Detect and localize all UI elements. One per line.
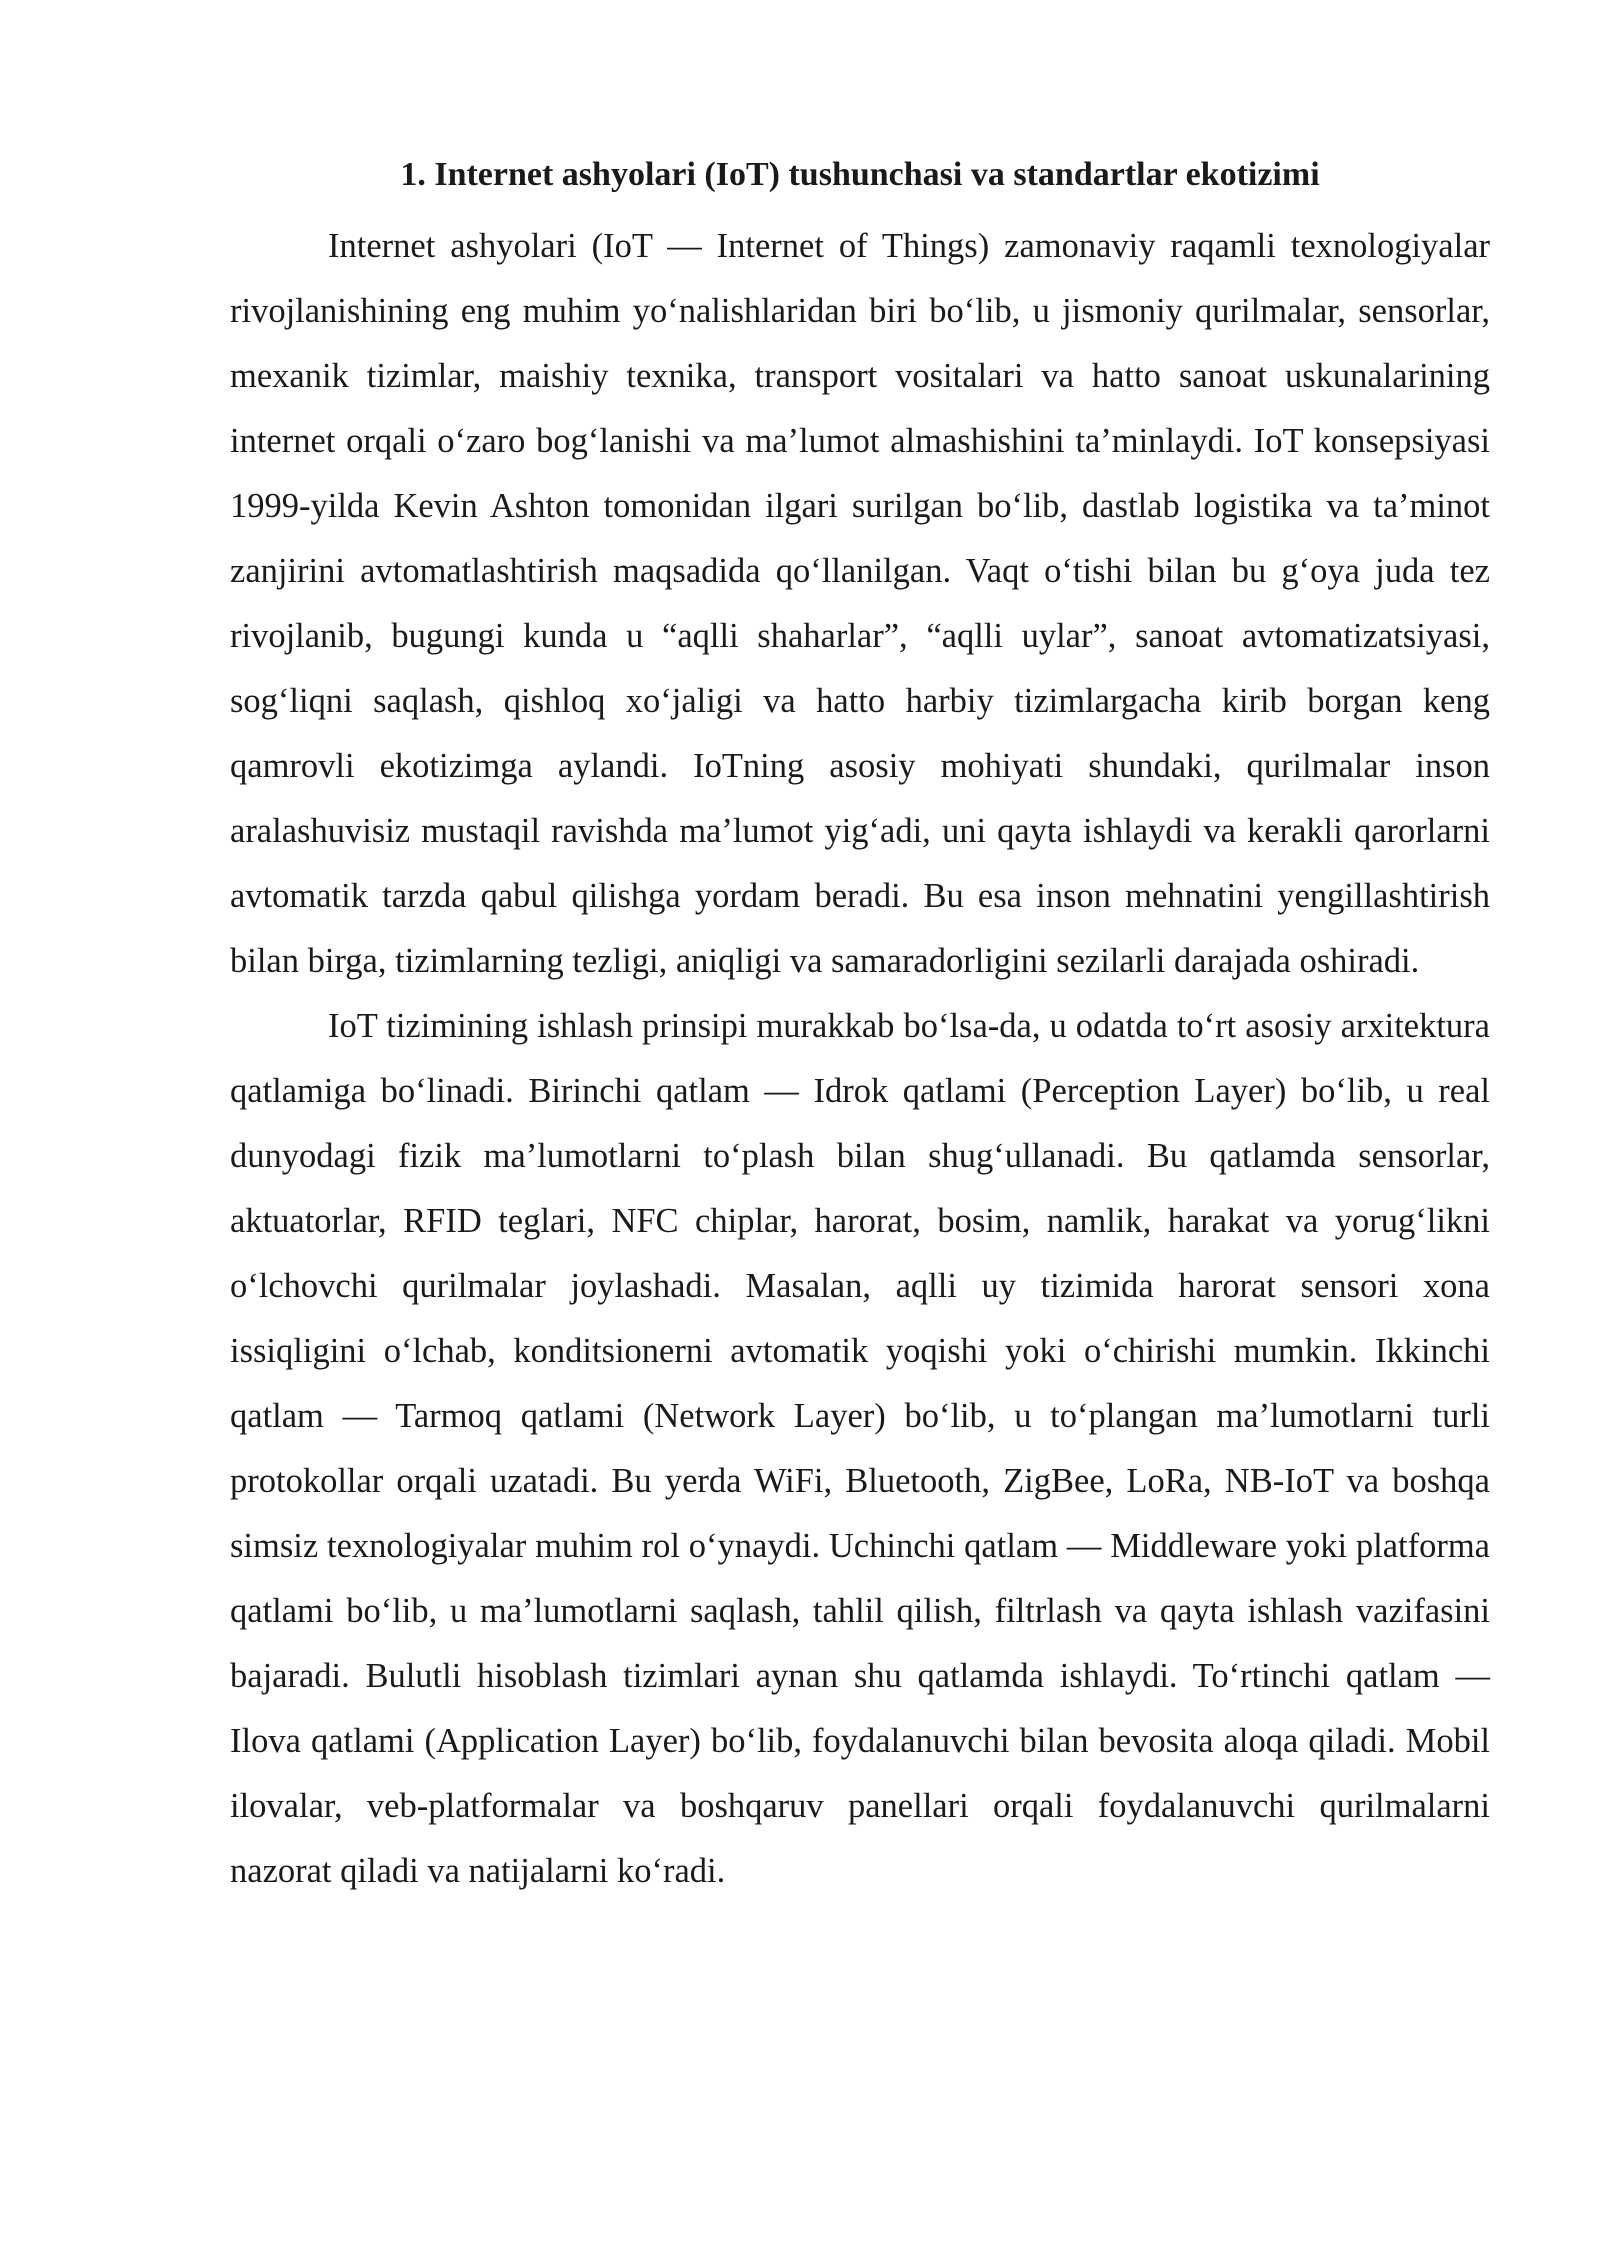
- paragraph-iot-architecture: IoT tizimining ishlash prinsipi murakkab bo‘lsa-da, u odatda to‘rt asosiy arxitektura qatlamiga bo‘linadi. Birinchi qatlam — Idrok qatlami (Perception Layer) bo‘lib, u real dunyodagi fizik ma’lumotlarni to‘plash bilan shug‘ullanadi. Bu qatlamda sensorlar, aktuatorlar, RFID teglari, NFC chiplar, harorat, bosim, namlik, harakat va yorug‘likni o‘lchovchi qurilmalar joylashadi. Masalan, aqlli uy tizimida harorat sensori xona issiqligini o‘lchab, konditsionerni avtomatik yoqishi yoki o‘chirishi mumkin. Ikkinchi qatlam — Tarmoq qatlami (Network Layer) bo‘lib, u to‘plangan ma’lumotlarni turli protokollar orqali uzatadi. Bu yerda WiFi, Bluetooth, ZigBee, LoRa, NB-IoT va boshqa simsiz texnologiyalar muhim rol o‘ynaydi. Uchinchi qatlam — Middleware yoki platforma qatlami bo‘lib, u ma’lumotlarni saqlash, tahlil qilish, filtrlash va qayta ishlash vazifasini bajaradi. Bulutli hisoblash tizimlari aynan shu qatlamda ishlaydi. To‘rtinchi qatlam — Ilova qatlami (Application Layer) bo‘lib, foydalanuvchi bilan bevosita aloqa qiladi. Mobil ilovalar, veb-platformalar va boshqaruv panellari orqali foydalanuvchi qurilmalarni nazorat qiladi va natijalarni ko‘radi.: [230, 1007, 1490, 1890]
- paragraph-iot-definition: Internet ashyolari (IoT — Internet of Things) zamonaviy raqamli texnologiyalar rivojlanishining eng muhim yo‘nalishlaridan biri bo‘lib, u jismoniy qurilmalar, sensorlar, mexanik tizimlar, maishiy texnika, transport vositalari va hatto sanoat uskunalarining internet orqali o‘zaro bog‘lanishi va ma’lumot almashishini ta’minlaydi. IoT konsepsiyasi 1999-yilda Kevin Ashton tomonidan ilgari surilgan bo‘lib, dastlab logistika va ta’minot zanjirini avtomatlashtirish maqsadida qo‘llanilgan. Vaqt o‘tishi bilan bu g‘oya juda tez rivojlanib, bugungi kunda u “aqlli shaharlar”, “aqlli uylar”, sanoat avtomatizatsiyasi, sog‘liqni saqlash, qishloq xo‘jaligi va hatto harbiy tizimlargacha kirib borgan keng qamrovli ekotizimga aylandi. IoTning asosiy mohiyati shundaki, qurilmalar inson aralashuvisiz mustaqil ravishda ma’lumot yig‘adi, uni qayta ishlaydi va kerakli qarorlarni avtomatik tarzda qabul qilishga yordam beradi. Bu esa inson mehnatini yengillashtirish bilan birga, tizimlarning tezligi, aniqligi va samaradorligini sezilarli darajada oshiradi.: [230, 227, 1490, 980]
- document-body: [230, 148, 1490, 1904]
- section-heading: 1. Internet ashyolari (IoT) tushunchasi va standartlar ekotizimi: [400, 156, 1320, 193]
